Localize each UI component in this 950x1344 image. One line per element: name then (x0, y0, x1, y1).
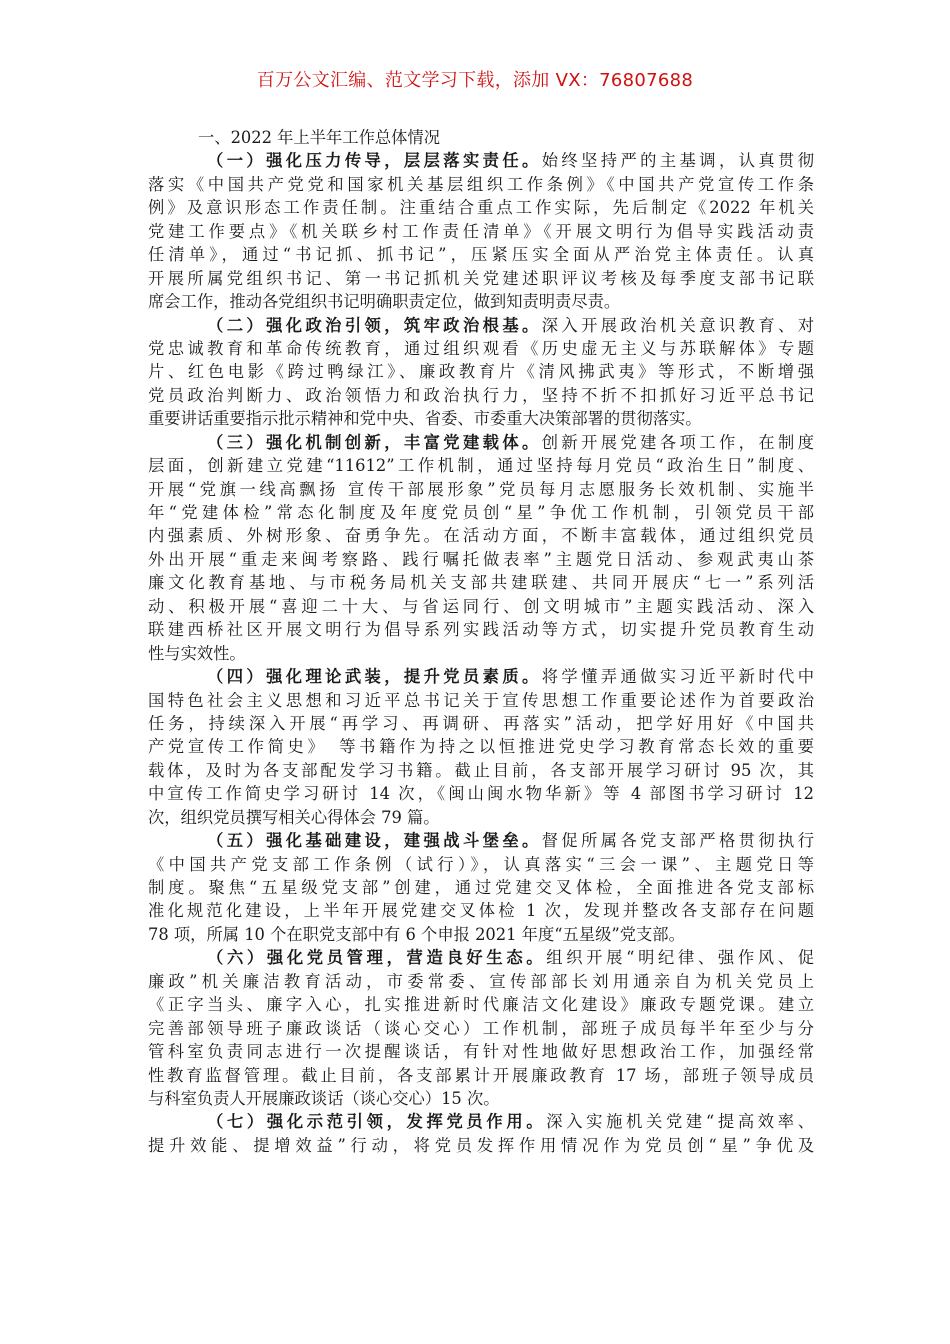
paragraph-line: 《中国共产党支部工作条例（试行）》，认真落实“三会一课”、主题党日等 (148, 854, 814, 874)
paragraph-line: 78 项，所属 10 个在职党支部中有 6 个申报 2021 年度“五星级”党支部。 (148, 924, 685, 944)
paragraph-line: 国特色社会主义思想和习近平总书记关于宣传思想工作重要论述作为首要政治 (148, 690, 814, 710)
paragraph-4-first-line: （四）强化理论武装，提升党员素质。将学懂弄通做实习近平新时代中 (207, 667, 814, 687)
paragraph-line: 例》及意识形态工作责任制。注重结合重点工作实际，先后制定《2022 年机关 (148, 198, 814, 218)
paragraph-line: 重要讲话重要指示批示精神和党中央、省委、市委重大决策部署的贯彻落实。 (148, 409, 702, 429)
paragraph-7-first-line: （七）强化示范引领，发挥党员作用。深入实施机关党建“提高效率、 (207, 1112, 814, 1132)
paragraph-line: 党建工作要点》《机关联乡村工作责任清单》《开展文明行为倡导实践活动责 (148, 221, 814, 241)
paragraph-line: 中宣传工作简史学习研讨 14 次，《闽山闽水物华新》等 4 部图书学习研讨 12 (148, 784, 814, 804)
paragraph-line: 联建西桥社区开展文明行为倡导系列实践活动等方式，切实提升党员教育生动 (148, 620, 814, 640)
paragraph-line: 外出开展“重走来闽考察路、践行嘱托做表率”主题党日活动、参观武夷山茶 (148, 549, 814, 569)
paragraph-line: 席会工作，推动各党组织书记明确职责定位，做到知责明责尽责。 (148, 292, 621, 312)
document-body (148, 126, 814, 1157)
paragraph-line: 内强素质、外树形象、奋勇争先。在活动方面，不断丰富载体，通过组织党员 (148, 526, 814, 546)
paragraph-line: 次，组织党员撰写相关心得体会 79 篇。 (148, 807, 440, 827)
paragraph-line: 制度。聚焦“五星级党支部”创建，通过党建交叉体检，全面推进各党支部标 (148, 878, 814, 897)
paragraph-line: 开展“党旗一线高飘扬 宣传干部展形象”党员每月志愿服务长效机制、实施半 (148, 479, 814, 499)
paragraph-5-first-line: （五）强化基础建设，建强战斗堡垒。督促所属各党支部严格贯彻执行 (207, 831, 814, 851)
paragraph-line: 任务，持续深入开展“再学习、再调研、再落实”活动，把学好用好《中国共 (148, 713, 814, 733)
paragraph-line: 《正字当头、廉字入心，扎实推进新时代廉洁文化建设》廉政专题党课。建立 (148, 995, 814, 1015)
paragraph-6-first-line: （六）强化党员管理，营造良好生态。组织开展“明纪律、强作风、促 (207, 948, 814, 968)
paragraph-line: 性与实效性。 (148, 643, 246, 663)
paragraph-line: 层面，创新建立党建“11612”工作机制，通过坚持每月党员“政治生日”制度、 (148, 456, 814, 476)
paragraph-line: 管科室负责同志进行一次提醒谈话，有针对性地做好思想政治工作，加强经常 (148, 1042, 814, 1062)
paragraph-1-first-line: （一）强化压力传导，层层落实责任。始终坚持严的主基调，认真贯彻 (207, 151, 814, 171)
paragraph-line: 廉文化教育基地、与市税务局机关支部共建联建、共同开展庆“七一”系列活 (148, 573, 814, 593)
paragraph-line: 廉政”机关廉洁教育活动，市委常委、宣传部部长刘用通亲自为机关党员上 (148, 971, 814, 991)
paragraph-line: 完善部领导班子廉政谈话（谈心交心）工作机制，部班子成员每半年至少与分 (148, 1018, 814, 1038)
paragraph-line: 任清单》，通过“书记抓、抓书记”，压紧压实全面从严治党主体责任。认真 (148, 245, 814, 265)
paragraph-line: 产党宣传工作简史》 等书籍作为持之以恒推进党史学习教育常态长效的重要 (148, 737, 814, 757)
paragraph-line: 片、红色电影《跨过鸭绿江》、廉政教育片《清风拂武夷》等形式，不断增强 (148, 362, 814, 382)
paragraph-line: 与科室负责人开展廉政谈话（谈心交心）15 次。 (148, 1088, 500, 1108)
paragraph-line: 开展所属党组织书记、第一书记抓机关党建述职评议考核及每季度支部书记联 (148, 268, 814, 288)
paragraph-line: 性教育监督管理。截止目前，各支部累计开展廉政教育 17 场，部班子领导成员 (148, 1065, 814, 1085)
watermark-header: 百万公文汇编、范文学习下载，添加 VX：76807688 (256, 70, 694, 91)
paragraph-line: 落实《中国共产党党和国家机关基层组织工作条例》《中国共产党宣传工作条 (148, 174, 814, 194)
paragraph-line: 提升效能、提增效益”行动，将党员发挥作用情况作为党员创“星”争优及 (148, 1135, 814, 1155)
paragraph-3-first-line: （三）强化机制创新，丰富党建载体。创新开展党建各项工作，在制度 (207, 432, 814, 452)
paragraph-line: 载体，及时为各支部配发学习书籍。截止目前，各支部开展学习研讨 95 次，其 (148, 760, 814, 780)
section-heading: 一、2022 年上半年工作总体情况 (198, 128, 440, 147)
paragraph-line: 动、积极开展“喜迎二十大、与省运同行、创文明城市”主题实践活动、深入 (148, 596, 814, 616)
paragraph-line: 党员政治判断力、政治领悟力和政治执行力，坚持不折不扣抓好习近平总书记 (148, 385, 814, 405)
paragraph-line: 准化规范化建设，上半年开展党建交叉体检 1 次，发现并整改各支部存在问题 (148, 901, 814, 921)
paragraph-line: 党忠诚教育和革命传统教育，通过组织观看《历史虚无主义与苏联解体》专题 (148, 338, 814, 358)
paragraph-line: 年“党建体检”常态化制度及年度党员创“星”争优工作机制，引领党员干部 (148, 503, 814, 522)
paragraph-2-first-line: （二）强化政治引领，筑牢政治根基。深入开展政治机关意识教育、对 (207, 315, 814, 335)
